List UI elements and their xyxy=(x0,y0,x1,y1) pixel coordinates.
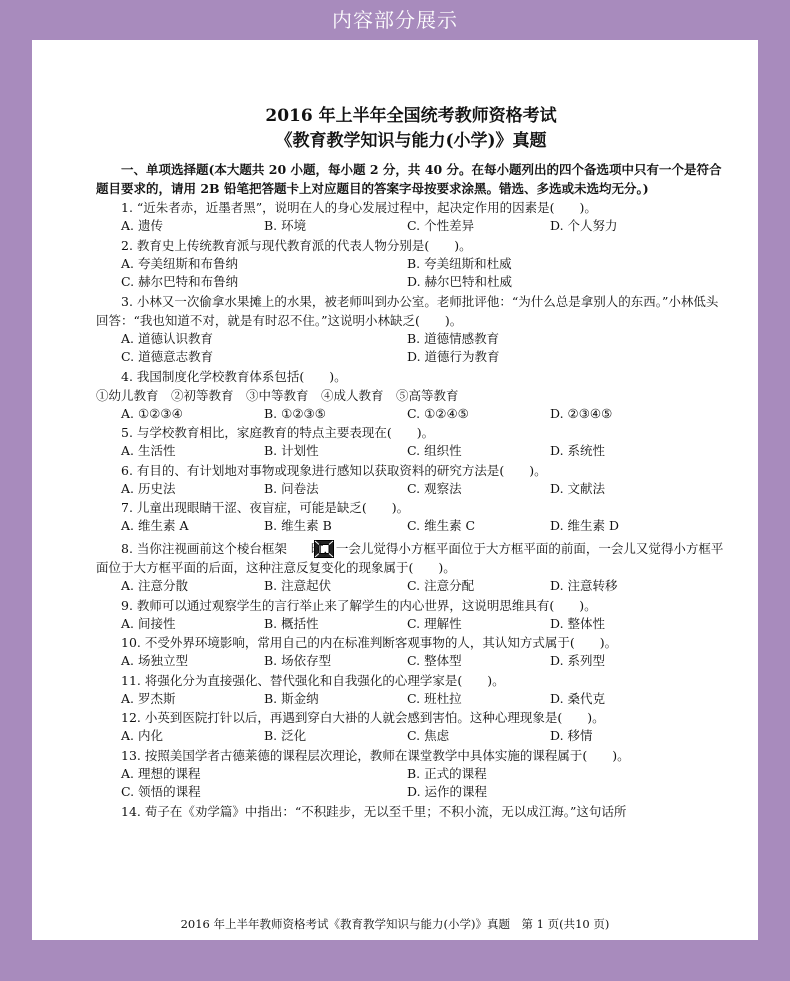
option: A. 历史法 xyxy=(121,480,176,496)
option: A. 理想的课程 xyxy=(121,765,201,781)
option: B. 道德情感教育 xyxy=(407,330,500,346)
exam-title: 2016 年上半年全国统考教师资格考试 xyxy=(265,106,557,126)
option: A. 注意分散 xyxy=(121,578,188,593)
option: A. 内化 xyxy=(121,728,163,743)
option: A. ①②③④ xyxy=(121,405,183,421)
option: C. 个性差异 xyxy=(407,218,475,233)
document-page xyxy=(32,40,758,940)
question-12: 12. 小英到医院打针以后，再遇到穿白大褂的人就会感到害怕。这种心理现象是( )。 xyxy=(121,710,605,725)
question-8 xyxy=(96,539,726,578)
option: D. 整体性 xyxy=(550,615,606,631)
option: C. ①②④⑤ xyxy=(407,405,469,421)
option: D. 道德行为教育 xyxy=(407,349,500,364)
question-9-options xyxy=(96,615,726,634)
question-14: 14. 荀子在《劝学篇》中指出：“不积跬步，无以至千里；不积小流，无以成江海。”这句话所 xyxy=(121,803,627,819)
question-4: 4. 我国制度化学校教育体系包括( )。 xyxy=(121,368,347,384)
option: C. 理解性 xyxy=(407,615,462,631)
option: C. 班杜拉 xyxy=(407,690,462,706)
question-8-options xyxy=(96,577,726,596)
option: A. 夸美纽斯和布鲁纳 xyxy=(121,255,238,271)
option: D. 系列型 xyxy=(550,653,606,668)
option: D. 赫尔巴特和杜威 xyxy=(407,274,513,289)
question-3: 3. 小林又一次偷拿水果摊上的水果，被老师叫到办公室。老师批评他：“为什么总是拿别人的东西。”小林低头回答：“我也知道不对，就是有时忍不住。”这说明小林缺乏( )。 xyxy=(96,293,719,328)
option: C. 焦虑 xyxy=(407,728,450,743)
option: B. 问卷法 xyxy=(264,480,319,496)
option: A. 罗杰斯 xyxy=(121,690,176,706)
option: D. ②③④⑤ xyxy=(550,405,613,421)
question-11-options xyxy=(96,690,726,709)
option: C. 道德意志教育 xyxy=(121,349,214,364)
option: B. 场依存型 xyxy=(264,653,332,668)
question-7: 7. 儿童出现眼睛干涩、夜盲症，可能是缺乏( )。 xyxy=(121,500,410,515)
question-3-options xyxy=(96,330,726,349)
question-11: 11. 将强化分为直接强化、替代强化和自我强化的心理学家是( )。 xyxy=(121,672,505,688)
question-7-options xyxy=(96,517,726,536)
question-2-options xyxy=(96,273,726,292)
option: B. 计划性 xyxy=(264,443,319,458)
banner-title: 内容部分展示 xyxy=(332,8,458,32)
question-12-options xyxy=(96,727,726,746)
option: C. 整体型 xyxy=(407,653,462,668)
truncated-pyramid-frame-icon xyxy=(289,540,309,558)
option: D. 文献法 xyxy=(550,480,606,496)
option: C. 赫尔巴特和布鲁纳 xyxy=(121,274,239,289)
option: B. 注意起伏 xyxy=(264,578,332,593)
option: C. 维生素 C xyxy=(407,518,476,533)
page-footer: 2016 年上半年教师资格考试《教育教学知识与能力(小学)》真题 第 1 页(共10 页) xyxy=(180,917,610,931)
question-9: 9. 教师可以通过观察学生的言行举止来了解学生的内心世界，这说明思维具有( )。 xyxy=(121,597,597,613)
option: A. 生活性 xyxy=(121,443,176,458)
option: B. ①②③⑤ xyxy=(264,405,326,421)
question-13: 13. 按照美国学者古德莱德的课程层次理论，教师在课堂教学中具体实施的课程属于( )。 xyxy=(121,747,630,763)
question-8-stem-start: 8. 当你注视画前这个棱台框架 xyxy=(121,540,287,556)
section-instructions: 一、单项选择题(本大题共 20 小题，每小题 2 分，共 40 分。在每小题列出的四个备选项中只有一个是符合题目要求的，请用 2B 铅笔把答题卡上对应题目的答案字母按要求涂黑。错选、多选或未选均无分。) xyxy=(96,162,722,196)
question-10-options xyxy=(96,652,726,671)
option: C. 注意分配 xyxy=(407,578,475,593)
option: B. 斯金纳 xyxy=(264,690,319,706)
option: A. 场独立型 xyxy=(121,653,188,668)
option: C. 观察法 xyxy=(407,480,462,496)
option: D. 移情 xyxy=(550,728,593,743)
question-5: 5. 与学校教育相比，家庭教育的特点主要表现在( )。 xyxy=(121,425,435,440)
option: B. 泛化 xyxy=(264,728,307,743)
question-2-options xyxy=(96,255,726,274)
question-8-stem-end: 时，一会儿觉得小方框平面位于大方框平面的前面，一会儿又觉得小方框平面位于大方框平面的后面，这种注意反复变化的现象属于( )。 xyxy=(96,540,724,575)
question-6-options xyxy=(96,480,726,499)
question-13-options xyxy=(96,783,726,802)
option: D. 运作的课程 xyxy=(407,784,488,799)
question-10: 10. 不受外界环境影响，常用自己的内在标准判断客观事物的人，其认知方式属于( )。 xyxy=(121,635,618,650)
option: A. 维生素 A xyxy=(121,518,189,533)
option: D. 维生素 D xyxy=(550,518,620,533)
option: D. 注意转移 xyxy=(550,578,618,593)
question-3-options xyxy=(96,348,726,367)
document-content xyxy=(96,104,726,821)
question-2: 2. 教育史上传统教育派与现代教育派的代表人物分别是( )。 xyxy=(121,237,472,253)
option: A. 间接性 xyxy=(121,615,176,631)
question-4-items: ①幼儿教育 ②初等教育 ③中等教育 ④成人教育 ⑤高等教育 xyxy=(96,387,459,403)
option: C. 组织性 xyxy=(407,443,462,458)
question-1-options xyxy=(96,217,726,236)
option: B. 维生素 B xyxy=(264,518,332,533)
option: B. 正式的课程 xyxy=(407,765,487,781)
option: A. 道德认识教育 xyxy=(121,330,213,346)
option: D. 系统性 xyxy=(550,443,606,458)
question-1: 1. “近朱者赤，近墨者黑”，说明在人的身心发展过程中，起决定作用的因素是( )。 xyxy=(121,200,597,215)
option: B. 环境 xyxy=(264,218,307,233)
question-4-options xyxy=(96,405,726,424)
exam-subtitle: 《教育教学知识与能力(小学)》真题 xyxy=(275,131,547,151)
option: B. 概括性 xyxy=(264,615,319,631)
question-5-options xyxy=(96,442,726,461)
option: D. 桑代克 xyxy=(550,690,606,706)
question-6: 6. 有目的、有计划地对事物或现象进行感知以获取资料的研究方法是( )。 xyxy=(121,462,547,478)
question-13-options xyxy=(96,765,726,784)
option: A. 遗传 xyxy=(121,218,163,233)
option: B. 夸美纽斯和杜威 xyxy=(407,255,512,271)
option: C. 领悟的课程 xyxy=(121,784,201,799)
option: D. 个人努力 xyxy=(550,218,618,233)
